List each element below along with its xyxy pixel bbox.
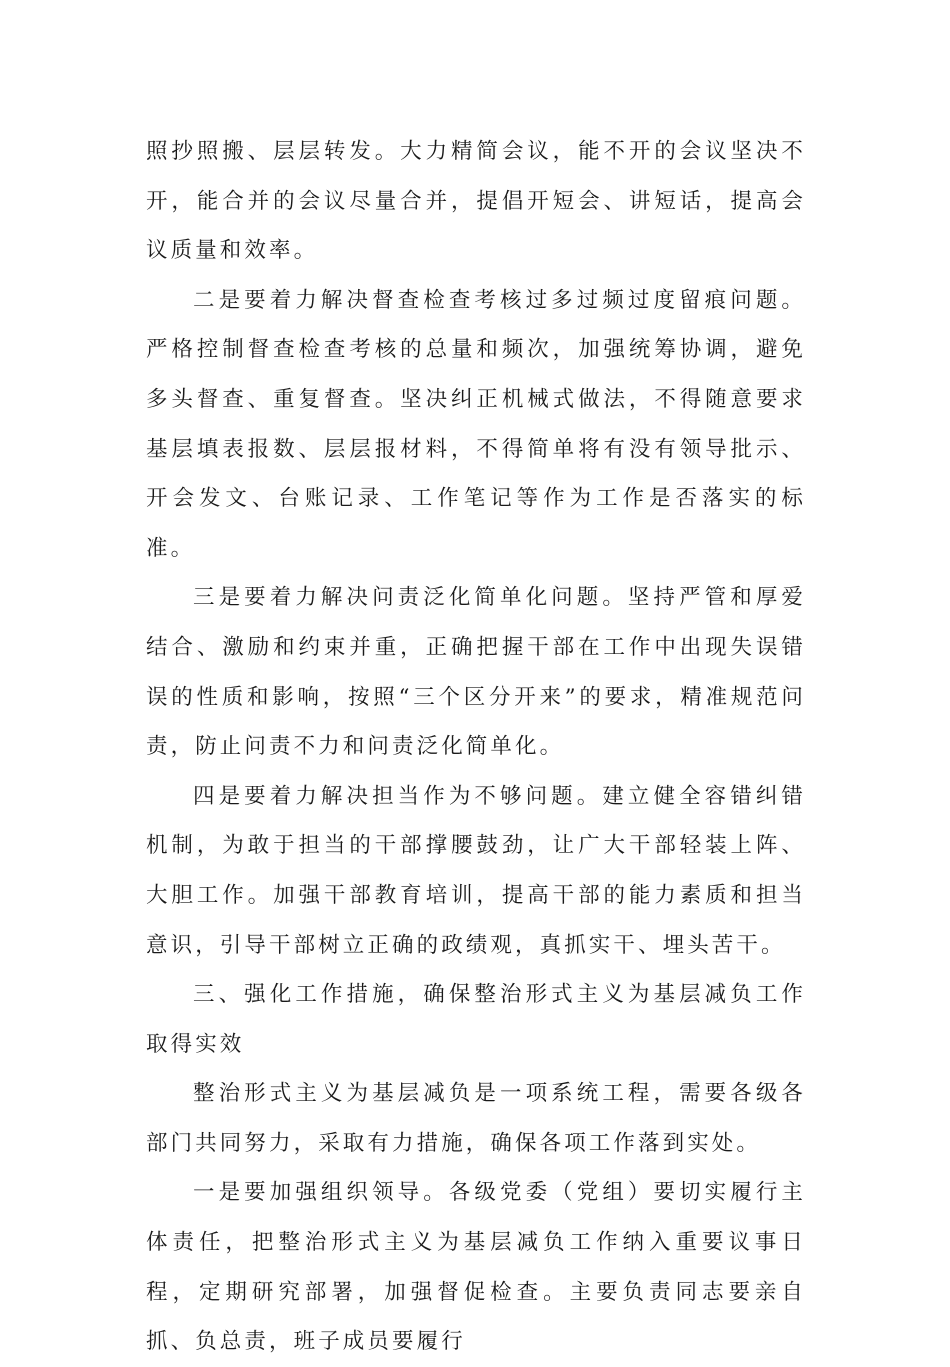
paragraph-5: 整治形式主义为基层减负是一项系统工程，需要各级各部门共同努力，采取有力措施，确保各项工作落到实处。 (146, 1081, 806, 1156)
paragraph-1: 照抄照搬、层层转发。大力精简会议，能不开的会议坚决不开，能合并的会议尽量合并，提倡开短会、讲短话，提高会议质量和效率。 (146, 139, 806, 264)
paragraph-3: 三是要着力解决问责泛化简单化问题。坚持严管和厚爱结合、激励和约束并重，正确把握干部在工作中出现失误错误的性质和影响，按照“三个区分开来”的要求，精准规范问责，防止问责不力和问责泛化简单化。 (146, 585, 806, 760)
document-body (146, 127, 806, 1367)
paragraph-4: 四是要着力解决担当作为不够问题。建立健全容错纠错机制，为敢于担当的干部撑腰鼓劲，让广大干部轻装上阵、大胆工作。加强干部教育培训，提高干部的能力素质和担当意识，引导干部树立正确的政绩观，真抓实干、埋头苦干。 (146, 783, 806, 958)
paragraph-6: 一是要加强组织领导。各级党委（党组）要切实履行主体责任，把整治形式主义为基层减负工作纳入重要议事日程，定期研究部署，加强督促检查。主要负责同志要亲自抓、负总责，班子成员要履行 (146, 1180, 806, 1355)
section-heading: 三、强化工作措施，确保整治形式主义为基层减负工作取得实效 (146, 982, 806, 1057)
paragraph-2: 二是要着力解决督查检查考核过多过频过度留痕问题。严格控制督查检查考核的总量和频次，加强统筹协调，避免多头督查、重复督查。坚决纠正机械式做法，不得随意要求基层填表报数、层层报材料，不得简单将有没有领导批示、开会发文、台账记录、工作笔记等作为工作是否落实的标准。 (146, 287, 806, 561)
